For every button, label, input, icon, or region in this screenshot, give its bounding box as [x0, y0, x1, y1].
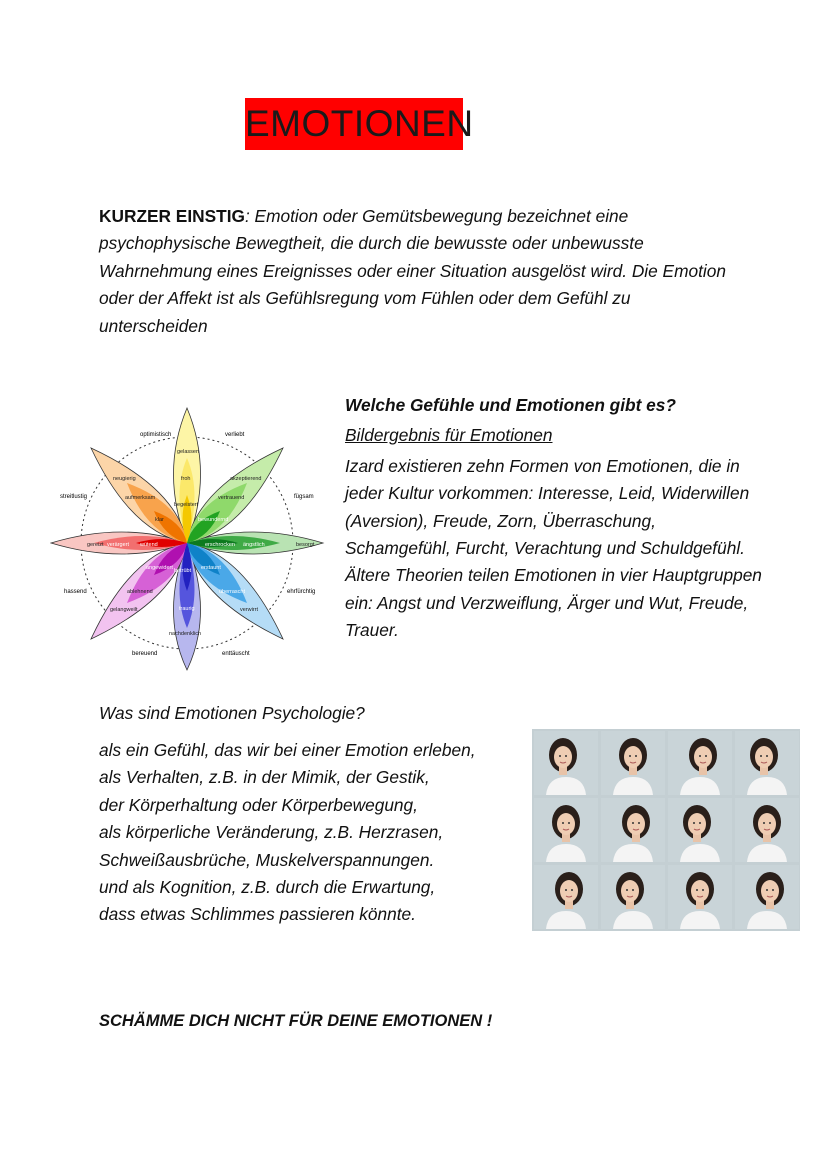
label-froh: froh [181, 476, 191, 482]
label-bewundernd: bewundernd [198, 517, 229, 523]
intro-paragraph [99, 203, 739, 340]
label-nachdenklich: nachdenklich [169, 631, 202, 637]
label-vertrauend: vertrauend [218, 495, 245, 501]
label-gelangweilt: gelangweilt [110, 607, 138, 613]
label-klar: klar [155, 517, 164, 523]
expression-photo [601, 865, 665, 929]
label-verwirrt: verwirrt [240, 607, 259, 613]
emotion-types-section [345, 392, 765, 645]
label-uberrascht: überrascht [219, 589, 245, 595]
label-erstaunt: erstaunt [201, 565, 221, 571]
expression-photo [534, 865, 598, 929]
expression-photo [601, 731, 665, 795]
expression-photo [735, 798, 799, 862]
label-angstlich: ängstlich [243, 542, 265, 548]
label-enttauscht: enttäuscht [222, 651, 250, 657]
label-betrubt: betrübt [174, 568, 192, 574]
label-gereizt: gereizt [87, 542, 104, 548]
psychology-line: als körperliche Veränderung, z.B. Herzrasen, [99, 822, 444, 843]
expression-photo [668, 865, 732, 929]
intro-label: KURZER EINSTIG [99, 206, 245, 226]
label-erschrocken: erschrocken [205, 542, 235, 548]
label-verargert: verärgert [107, 542, 130, 548]
question-emotion-types: Welche Gefühle und Emotionen gibt es? [345, 395, 676, 415]
label-fugsam: fügsam [294, 494, 314, 500]
label-verliebt: verliebt [225, 432, 245, 438]
facial-expressions-photo-grid [532, 729, 800, 931]
label-neugierig: neugierig [113, 476, 136, 482]
label-optimistisch: optimistisch [140, 432, 172, 438]
question-psychology: Was sind Emotionen Psychologie? [99, 703, 365, 723]
expression-photo [668, 731, 732, 795]
closing-statement: SCHÄMME DICH NICHT FÜR DEINE EMOTIONEN ! [99, 1012, 493, 1030]
psychology-line: der Körperhaltung oder Körperbewegung, [99, 794, 418, 815]
psychology-line: als Verhalten, z.B. in der Mimik, der Gestik, [99, 767, 430, 788]
expression-photo [668, 798, 732, 862]
expression-photo [601, 798, 665, 862]
label-angewidert: angewidert [146, 565, 173, 571]
psychology-line: Schweißausbrüche, Muskelverspannungen. [99, 849, 435, 870]
label-gelassen: gelassen [177, 449, 200, 455]
intro-text: Emotion oder Gemütsbewegung bezeichnet eine psychophysische Bewegtheit, die durch die bewusste oder unbewusste Wahrnehmung eines Ereignisses oder einer Situation ausgelöst wird. Die Emotion oder der Affekt ist als Gefühlsregung vom Fühlen oder dem Gefühl zu unterscheiden [99, 206, 726, 336]
label-ehrfurchtig: ehrfürchtig [287, 589, 316, 595]
emotion-wheel-image [50, 403, 330, 673]
image-result-link[interactable]: Bildergebnis für Emotionen [345, 425, 553, 446]
label-streitlustig: streitlustig [60, 494, 88, 500]
label-ablehnend: ablehnend [127, 589, 153, 595]
label-hassend: hassend [64, 589, 87, 595]
expression-photo [735, 865, 799, 929]
label-besorgt: besorgt [296, 542, 315, 548]
psychology-line: dass etwas Schlimmes passieren könnte. [99, 904, 416, 925]
label-bereuend: bereuend [132, 651, 158, 657]
expression-photo [534, 731, 598, 795]
page-title: EMOTIONEN [245, 98, 463, 150]
expression-photo [735, 731, 799, 795]
label-wutend: wütend [140, 542, 158, 548]
label-akzeptierend: akzeptierend [230, 476, 262, 482]
psychology-lines [99, 737, 529, 929]
intro-separator: : [244, 206, 255, 226]
label-begeistert: begeistert [174, 502, 199, 508]
expression-photo [534, 798, 598, 862]
izard-paragraph: Izard existieren zehn Formen von Emotionen, die in jeder Kultur vorkommen: Interesse, Leid, Widerwillen (Aversion), Freude, Zorn, Überraschung, Schamgefühl, Furcht, Verachtung und Schuldgefühl. Ältere Theorien teilen Emotionen in vier Hauptgruppen ein: Angst und Verzweiflung, Ärger und Wut, Freude, Trauer. [345, 455, 762, 641]
label-aufmerksam: aufmerksam [125, 495, 156, 501]
psychology-line: und als Kognition, z.B. durch die Erwartung, [99, 877, 436, 898]
psychology-line: als ein Gefühl, das wir bei einer Emotion erleben, [99, 740, 476, 760]
label-traurig: traurig [179, 606, 195, 612]
